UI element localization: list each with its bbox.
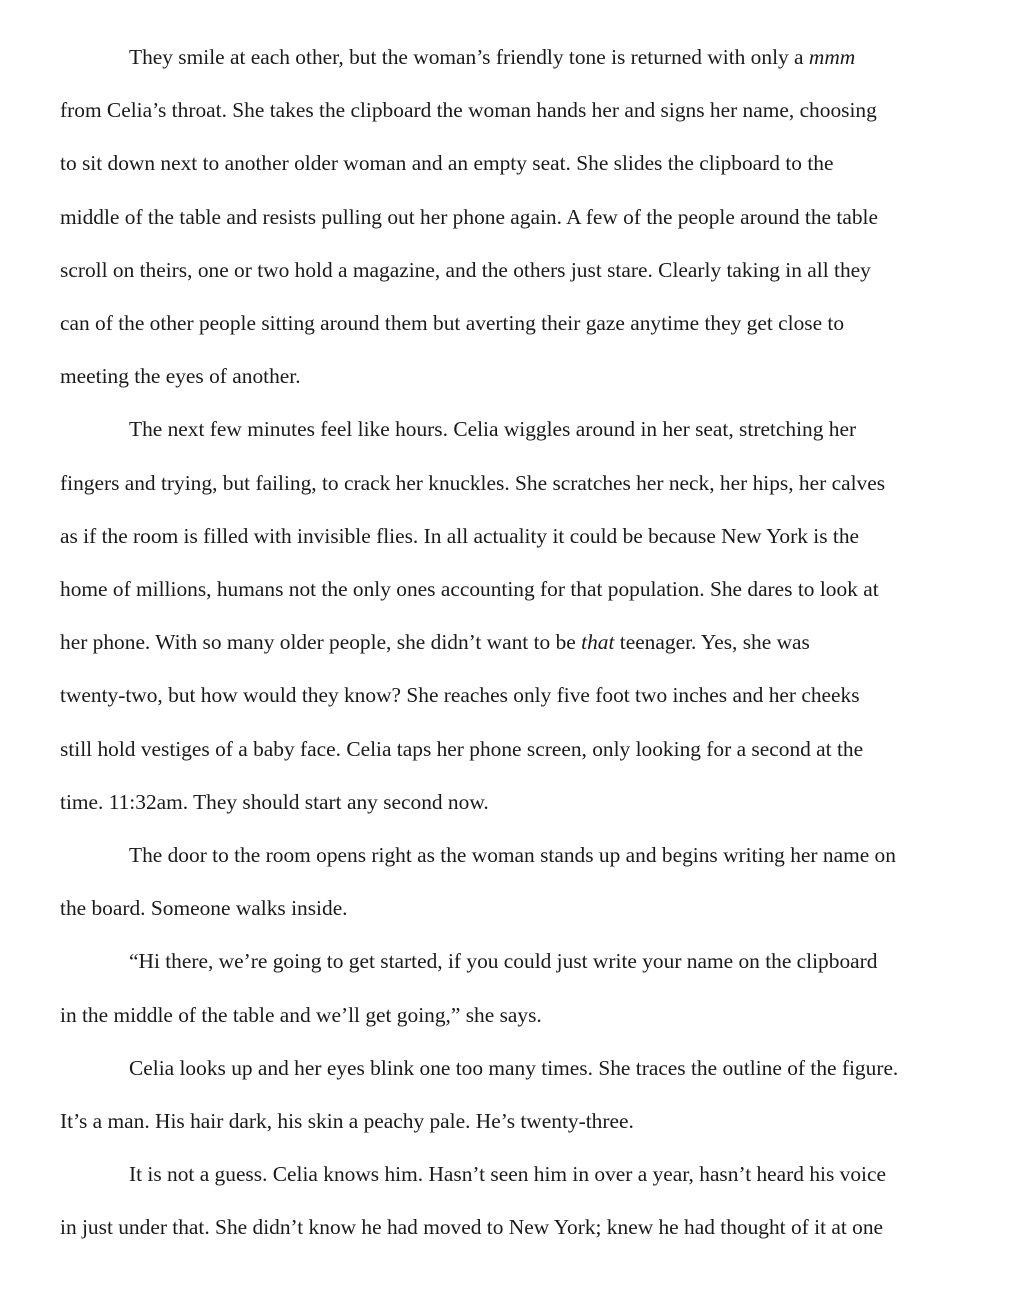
text-run: scroll on theirs, one or two hold a magazine, and the others just stare. Clearly taking in all they — [60, 257, 871, 282]
text-run: It’s a man. His hair dark, his skin a peachy pale. He’s twenty-three. — [60, 1109, 634, 1134]
text-line — [60, 1042, 965, 1095]
italic-run: mmm — [808, 45, 856, 69]
text-line — [60, 510, 965, 563]
text-run: The door to the room opens right as the woman stands up and begins writing her name on — [129, 843, 896, 868]
text-line — [60, 137, 965, 190]
text-run: in the middle of the table and we’ll get going,” she says. — [60, 1002, 542, 1027]
text-run: to sit down next to another older woman and an empty seat. She slides the clipboard to the — [60, 151, 834, 176]
text-line — [60, 403, 965, 456]
italic-run: that — [581, 630, 615, 655]
text-line — [60, 31, 965, 84]
text-run: still hold vestiges of a baby face. Celia taps her phone screen, only looking for a second at the — [60, 736, 864, 761]
text-run: twenty-two, but how would they know? She reaches only five foot two inches and her cheeks — [60, 683, 860, 708]
text-line — [60, 191, 965, 244]
text-line — [60, 1148, 965, 1201]
text-run: home of millions, humans not the only ones accounting for that population. She dares to look at — [60, 577, 879, 602]
text-line — [60, 84, 965, 137]
text-line — [60, 297, 965, 350]
text-run: can of the other people sitting around them but averting their gaze anytime they get close to — [60, 311, 845, 336]
text-run: “Hi there, we’re going to get started, if you could just write your name on the clipboard — [129, 949, 878, 974]
text-line — [60, 723, 965, 776]
paragraph — [60, 935, 965, 1041]
text-run: the board. Someone walks inside. — [60, 896, 348, 921]
text-line — [60, 457, 965, 510]
text-run: in just under that. She didn’t know he had moved to New York; knew he had thought of it at one — [60, 1215, 884, 1240]
text-line — [60, 776, 965, 829]
text-line — [60, 350, 965, 403]
text-run: time. 11:32am. They should start any second now. — [60, 789, 489, 814]
text-run: meeting the eyes of another. — [60, 364, 301, 389]
text-line — [60, 829, 965, 882]
text-run: Celia looks up and her eyes blink one too many times. She traces the outline of the figure. — [129, 1055, 899, 1080]
text-run: from Celia’s throat. She takes the clipboard the woman hands her and signs her name, choosing — [60, 98, 877, 123]
paragraph — [60, 403, 965, 829]
document-body — [60, 31, 965, 1255]
paragraph — [60, 1042, 965, 1148]
text-line — [60, 1201, 965, 1254]
paragraph — [60, 829, 965, 935]
text-line — [60, 563, 965, 616]
text-run: They smile at each other, but the woman’s friendly tone is returned with only a — [129, 45, 809, 69]
text-line — [60, 669, 965, 722]
text-run: as if the room is filled with invisible flies. In all actuality it could be because New York is the — [60, 523, 860, 548]
text-line — [60, 882, 965, 935]
text-line — [60, 989, 965, 1042]
text-run: fingers and trying, but failing, to crack her knuckles. She scratches her neck, her hips, her calves — [60, 470, 886, 495]
text-line — [60, 616, 965, 669]
paragraph — [60, 1148, 965, 1254]
text-run: It is not a guess. Celia knows him. Hasn’t seen him in over a year, hasn’t heard his voice — [129, 1162, 886, 1187]
text-run: middle of the table and resists pulling out her phone again. A few of the people around the table — [60, 204, 878, 229]
text-line — [60, 935, 965, 988]
paragraph — [60, 31, 965, 403]
text-run: her phone. With so many older people, she didn’t want to be — [60, 630, 582, 655]
text-line — [60, 244, 965, 297]
text-line — [60, 1095, 965, 1148]
text-run: teenager. Yes, she was — [614, 630, 810, 655]
text-run: The next few minutes feel like hours. Celia wiggles around in her seat, stretching her — [129, 417, 857, 442]
